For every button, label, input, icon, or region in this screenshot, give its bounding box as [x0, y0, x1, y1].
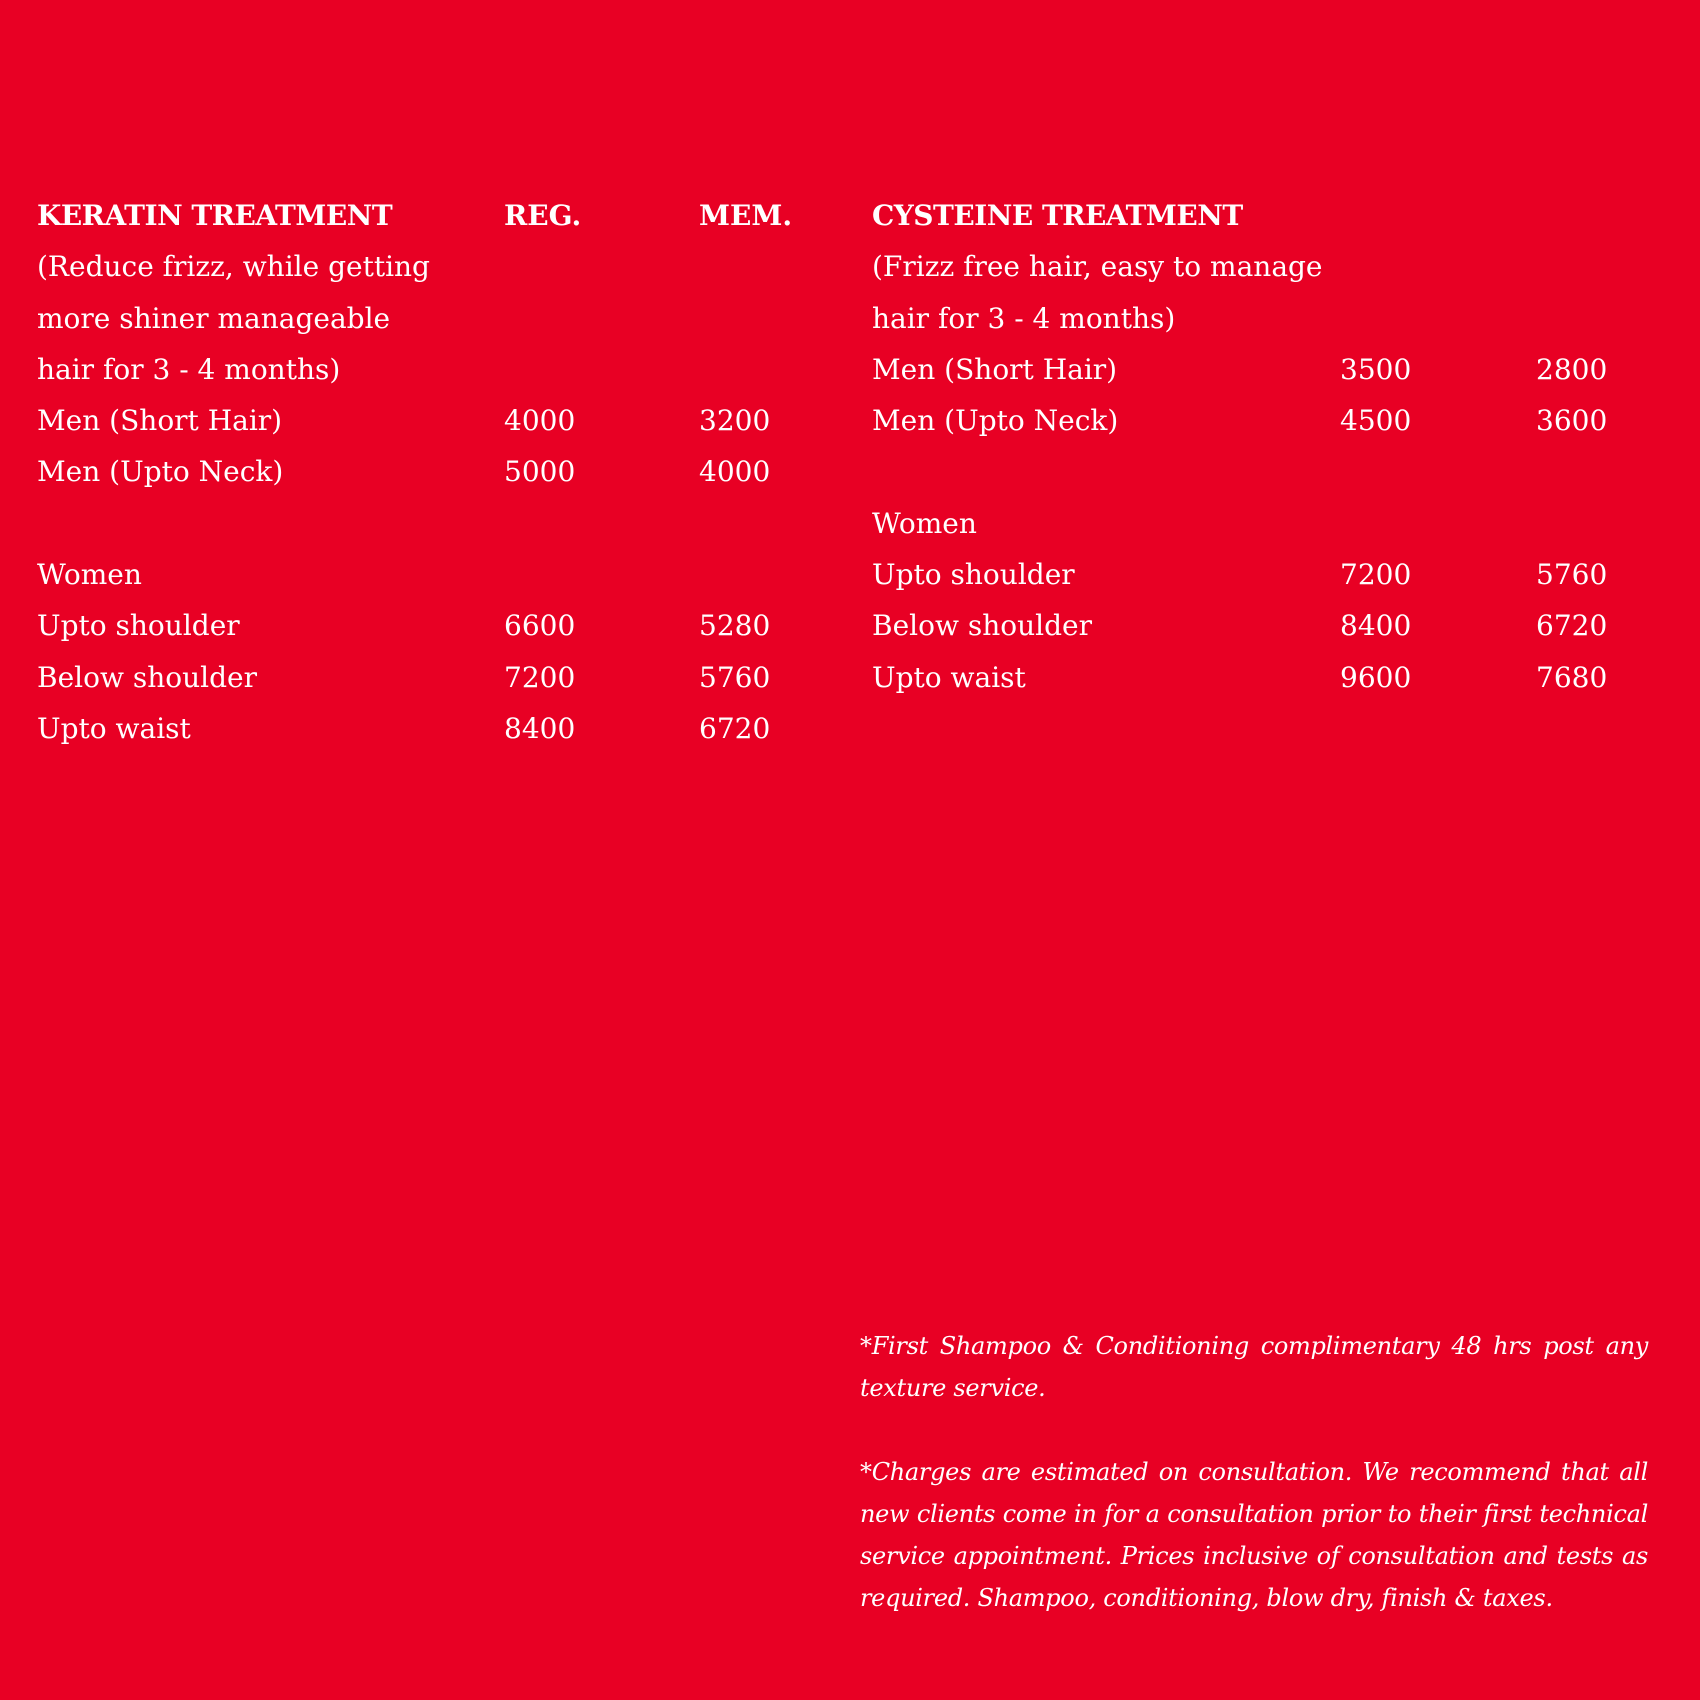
footnote-consultation-charges: *Charges are estimated on consultation. We recommend that all new clients come in for a consultation prior to their first technical service appointment. Prices inclusive of consultation and tests as required. Shampoo, conditioning, blow dry, finish & taxes. [860, 1458, 1648, 1612]
women-subheading-row [872, 498, 1672, 549]
women-subheading: Women [37, 558, 142, 592]
reg-column-header: REG. [504, 199, 582, 232]
footnotes [860, 1325, 1648, 1661]
service-label: Men (Upto Neck) [37, 455, 284, 489]
women-subheading-row [37, 549, 817, 600]
price-row [37, 446, 817, 497]
cysteine-description-line: (Frizz free hair, easy to manage [872, 250, 1323, 284]
member-price: 3600 [1536, 404, 1608, 438]
regular-price: 6600 [504, 609, 576, 643]
service-label: Men (Upto Neck) [872, 404, 1119, 438]
keratin-treatment-section [37, 190, 817, 754]
mem-column-header: MEM. [699, 199, 793, 232]
price-row [37, 395, 817, 446]
service-label: Men (Short Hair) [872, 352, 1118, 386]
regular-price: 4000 [504, 404, 576, 438]
footnote-complimentary-shampoo: *First Shampoo & Conditioning complimentary 48 hrs post any texture service. [860, 1332, 1648, 1402]
member-price: 6720 [699, 711, 771, 745]
member-price: 5280 [699, 609, 771, 643]
price-row [37, 652, 817, 703]
cysteine-header-row [872, 190, 1672, 241]
regular-price: 8400 [504, 711, 576, 745]
service-label: Upto shoulder [872, 558, 1075, 592]
keratin-header-row [37, 190, 817, 241]
service-label: Below shoulder [37, 660, 257, 694]
regular-price: 5000 [504, 455, 576, 489]
member-price: 4000 [699, 455, 771, 489]
cysteine-title: CYSTEINE TREATMENT [872, 199, 1243, 232]
service-label: Upto waist [37, 711, 191, 745]
service-label: Below shoulder [872, 609, 1092, 643]
spacer-row [872, 446, 1672, 497]
service-label: Upto waist [872, 660, 1026, 694]
regular-price: 7200 [1340, 558, 1412, 592]
member-price: 5760 [699, 660, 771, 694]
member-price: 7680 [1536, 660, 1608, 694]
price-row [872, 549, 1672, 600]
price-row [872, 344, 1672, 395]
service-label: Upto shoulder [37, 609, 240, 643]
regular-price: 7200 [504, 660, 576, 694]
keratin-title: KERATIN TREATMENT [37, 199, 393, 232]
price-row [37, 600, 817, 651]
member-price: 5760 [1536, 558, 1608, 592]
price-row [872, 652, 1672, 703]
keratin-description-line: more shiner manageable [37, 301, 391, 335]
women-subheading: Women [872, 506, 977, 540]
member-price: 6720 [1536, 609, 1608, 643]
price-row [872, 395, 1672, 446]
keratin-description-line: (Reduce frizz, while getting [37, 250, 430, 284]
spacer-row [37, 498, 817, 549]
member-price: 2800 [1536, 352, 1608, 386]
cysteine-description-line: hair for 3 - 4 months) [872, 301, 1176, 335]
regular-price: 3500 [1340, 352, 1412, 386]
price-row [37, 703, 817, 754]
cysteine-treatment-section [872, 190, 1672, 703]
keratin-description-line: hair for 3 - 4 months) [37, 352, 341, 386]
regular-price: 4500 [1340, 404, 1412, 438]
price-row [872, 600, 1672, 651]
service-label: Men (Short Hair) [37, 404, 283, 438]
regular-price: 8400 [1340, 609, 1412, 643]
regular-price: 9600 [1340, 660, 1412, 694]
member-price: 3200 [699, 404, 771, 438]
